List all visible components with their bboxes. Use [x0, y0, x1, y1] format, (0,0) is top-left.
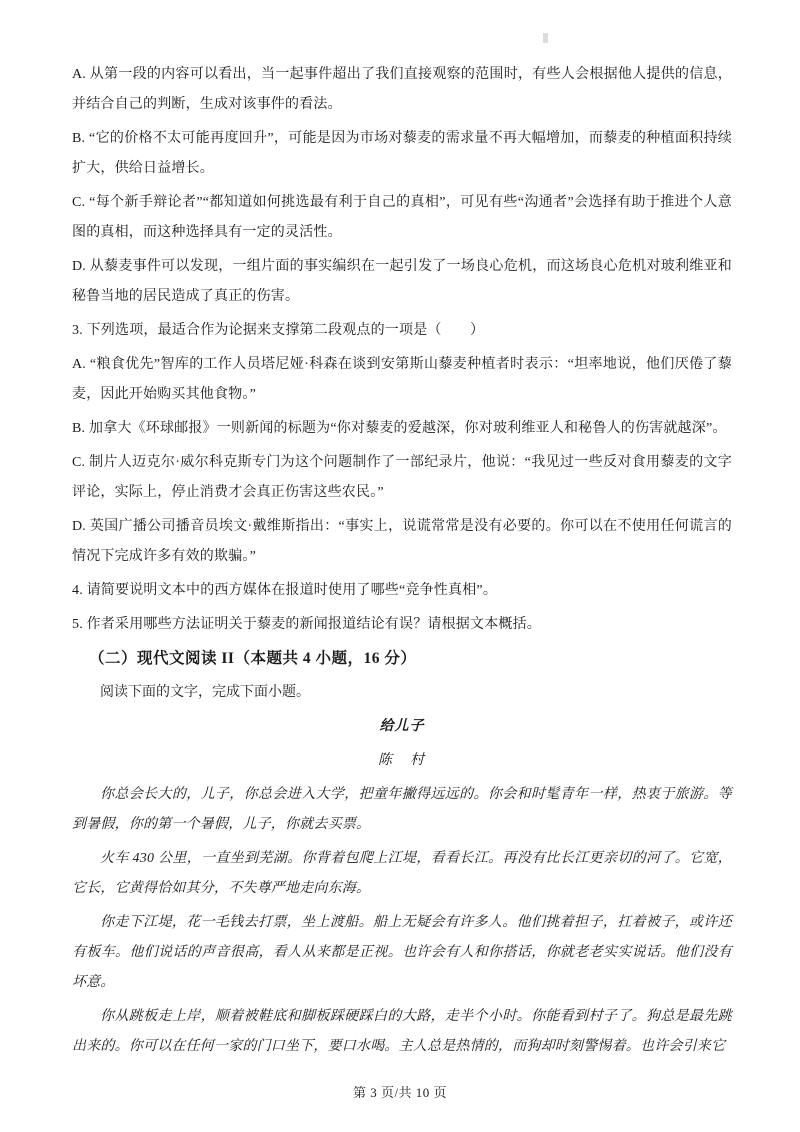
page-content: [72, 60, 732, 1066]
section-2-reading: [72, 644, 732, 1062]
reading-instruction: 阅读下面的文字，完成下面小题。: [100, 685, 310, 700]
essay-paragraph-4: 你从跳板走上岸，顺着被鞋底和脚板踩硬踩白的大路，走半个小时。你能看到村子了。狗总是最先跳出来的。你可以在任何一家的门口坐下，要口水喝。主人总是热情的，而狗却时刻警惕着。也许会引来它: [72, 1009, 732, 1054]
question-3: [72, 316, 732, 572]
option-item-a: A. 从第一段的内容可以看出，当一起事件超出了我们直接观察的范围时，有些人会根据他人提供的信息，并结合自己的判断，生成对该事件的看法。: [72, 67, 732, 112]
essay-title: 给儿子: [379, 719, 425, 734]
question-3-option-c: C. 制片人迈克尔·威尔科克斯专门为这个问题制作了一部纪录片，他说：“我见过一些反对食用藜麦的文字评论，实际上，停止消费才会真正伤害这些农民。”: [72, 455, 732, 500]
option-item-d: D. 从藜麦事件可以发现，一组片面的事实编织在一起引发了一场良心危机，而这场良心危机对玻利维亚和秘鲁当地的居民造成了真正的伤害。: [72, 259, 732, 304]
essay-paragraph-3: 你走下江堤，花一毛钱去打票，坐上渡船。船上无疑会有许多人。他们挑着担子，扛着被子，或许还有板车。他们说话的声音很高，看人从来都是正视。也许会有人和你搭话，你就老老实实说话。他们没有坏意。: [72, 915, 732, 990]
question-3-option-b: B. 加拿大《环球邮报》一则新闻的标题为“你对藜麦的爱越深，你对玻利维亚人和秘鲁人的伤害就越深”。: [72, 421, 727, 436]
options-block-previous-question: [72, 60, 732, 312]
question-3-stem: 3. 下列选项，最适合作为论据来支撑第二段观点的一项是（ ）: [72, 323, 485, 338]
scan-artifact: [543, 33, 548, 43]
essay-author: 陈 村: [378, 753, 426, 768]
question-4: 4. 请简要说明文本中的西方媒体在报道时使用了哪些“竞争性真相”。: [72, 583, 498, 598]
page-number-footer: 第 3 页/共 10 页: [352, 1085, 448, 1100]
question-5: 5. 作者采用哪些方法证明关于藜麦的新闻报道结论有误？请根据文本概括。: [72, 617, 541, 632]
option-item-c: C. “每个新手辩论者”“都知道如何挑选最有利于自己的真相”，可见有些“沟通者”会选择有助于推进个人意图的真相，而这种选择具有一定的灵活性。: [72, 195, 732, 240]
question-3-option-a: A. “粮食优先”智库的工作人员塔尼娅·科森在谈到安第斯山藜麦种植者时表示：“坦率地说，他们厌倦了藜麦，因此开始购买其他食物。”: [72, 357, 732, 402]
essay-paragraph-2: 火车 430 公里，一直坐到芜湖。你背着包爬上江堤，看看长江。再没有比长江更亲切的河了。它宽，它长，它黄得恰如其分，不失尊严地走向东海。: [72, 851, 732, 896]
section-2-header: （二）现代文阅读 II（本题共 4 小题，16 分）: [89, 650, 417, 667]
essay-paragraph-1: 你总会长大的，儿子，你总会进入大学，把童年撇得远远的。你会和时髦青年一样，热衷于旅游。等到暑假，你的第一个暑假，儿子，你就去买票。: [72, 787, 732, 832]
essay: [72, 712, 732, 1062]
question-3-option-d: D. 英国广播公司播音员埃文·戴维斯指出：“事实上，说谎常常是没有必要的。你可以在不使用任何谎言的情况下完成许多有效的欺骗。”: [72, 519, 732, 564]
option-item-b: B. “它的价格不太可能再度回升”，可能是因为市场对藜麦的需求量不再大幅增加，而藜麦的种植面积持续扩大，供给日益增长。: [72, 131, 732, 176]
